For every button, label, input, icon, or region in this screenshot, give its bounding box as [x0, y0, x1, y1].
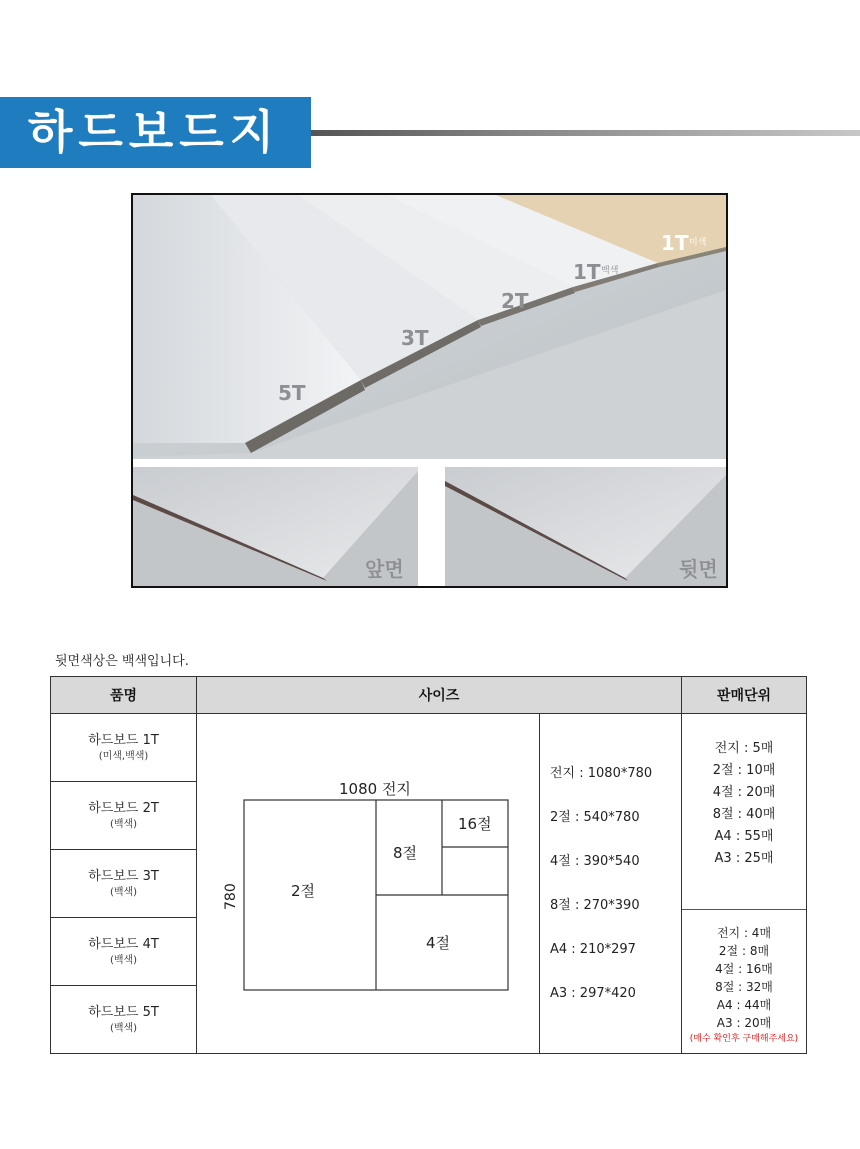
- units-group-1: 전지 : 5매 2절 : 10매 4절 : 20매 8절 : 40매 A4 : 55매 A3 : 25매: [682, 714, 806, 910]
- size-list: [540, 714, 682, 1054]
- sales-unit-cell: [682, 714, 807, 1054]
- cut-size-diagram: [197, 714, 539, 1053]
- label-3t: 3T: [401, 326, 429, 350]
- size-a3: A3 : 297*420: [550, 986, 636, 1001]
- units-group-2: 전지 : 4매 2절 : 8매 4절 : 16매 8절 : 32매 A4 : 44매 A3 : 20매 (매수 확인후 구매해주세요): [682, 910, 806, 1046]
- diagram-4cut: 4절: [426, 934, 451, 952]
- label-1t-white-sub: 백색: [601, 266, 619, 276]
- label-front: 앞면: [365, 557, 404, 581]
- product-cell: 하드보드 4T (백색): [51, 918, 197, 986]
- diagram-side-label: 780: [223, 883, 239, 910]
- spec-table: [50, 676, 807, 1054]
- product-cell: 하드보드 3T (백색): [51, 850, 197, 918]
- diagram-top-label: 1080 전지: [339, 780, 411, 798]
- header-size: 사이즈: [197, 677, 682, 714]
- size-8cut: 8절 : 270*390: [550, 898, 640, 913]
- label-1t-beige: 1T: [661, 231, 689, 255]
- header-product: 품명: [51, 677, 197, 714]
- units-warning: (매수 확인후 구매해주세요): [689, 1034, 799, 1044]
- board-stack-illustration: [133, 195, 726, 586]
- back-color-note: 뒷면색상은 백색입니다.: [55, 654, 189, 669]
- diagram-8cut: 8절: [393, 844, 418, 862]
- product-cell: 하드보드 1T (미색,백색): [51, 714, 197, 782]
- size-2cut: 2절 : 540*780: [550, 810, 640, 825]
- diagram-2cut: 2절: [291, 882, 316, 900]
- product-photo: [131, 193, 728, 588]
- size-4cut: 4절 : 390*540: [550, 854, 640, 869]
- label-1t-beige-sub: 미색: [689, 238, 707, 248]
- size-full: 전지 : 1080*780: [550, 766, 653, 781]
- size-a4: A4 : 210*297: [550, 942, 636, 957]
- diagram-16cut: 16절: [458, 815, 492, 833]
- page-title: 하드보드지: [28, 105, 281, 159]
- header-unit: 판매단위: [682, 677, 807, 714]
- title-divider-line: [311, 130, 860, 136]
- label-1t-white: 1T: [573, 260, 601, 284]
- label-5t: 5T: [278, 381, 306, 405]
- label-back: 뒷면: [679, 557, 718, 581]
- label-2t: 2T: [501, 289, 529, 313]
- product-cell: 하드보드 5T (백색): [51, 986, 197, 1054]
- size-diagram-cell: [197, 714, 540, 1054]
- product-cell: 하드보드 2T (백색): [51, 782, 197, 850]
